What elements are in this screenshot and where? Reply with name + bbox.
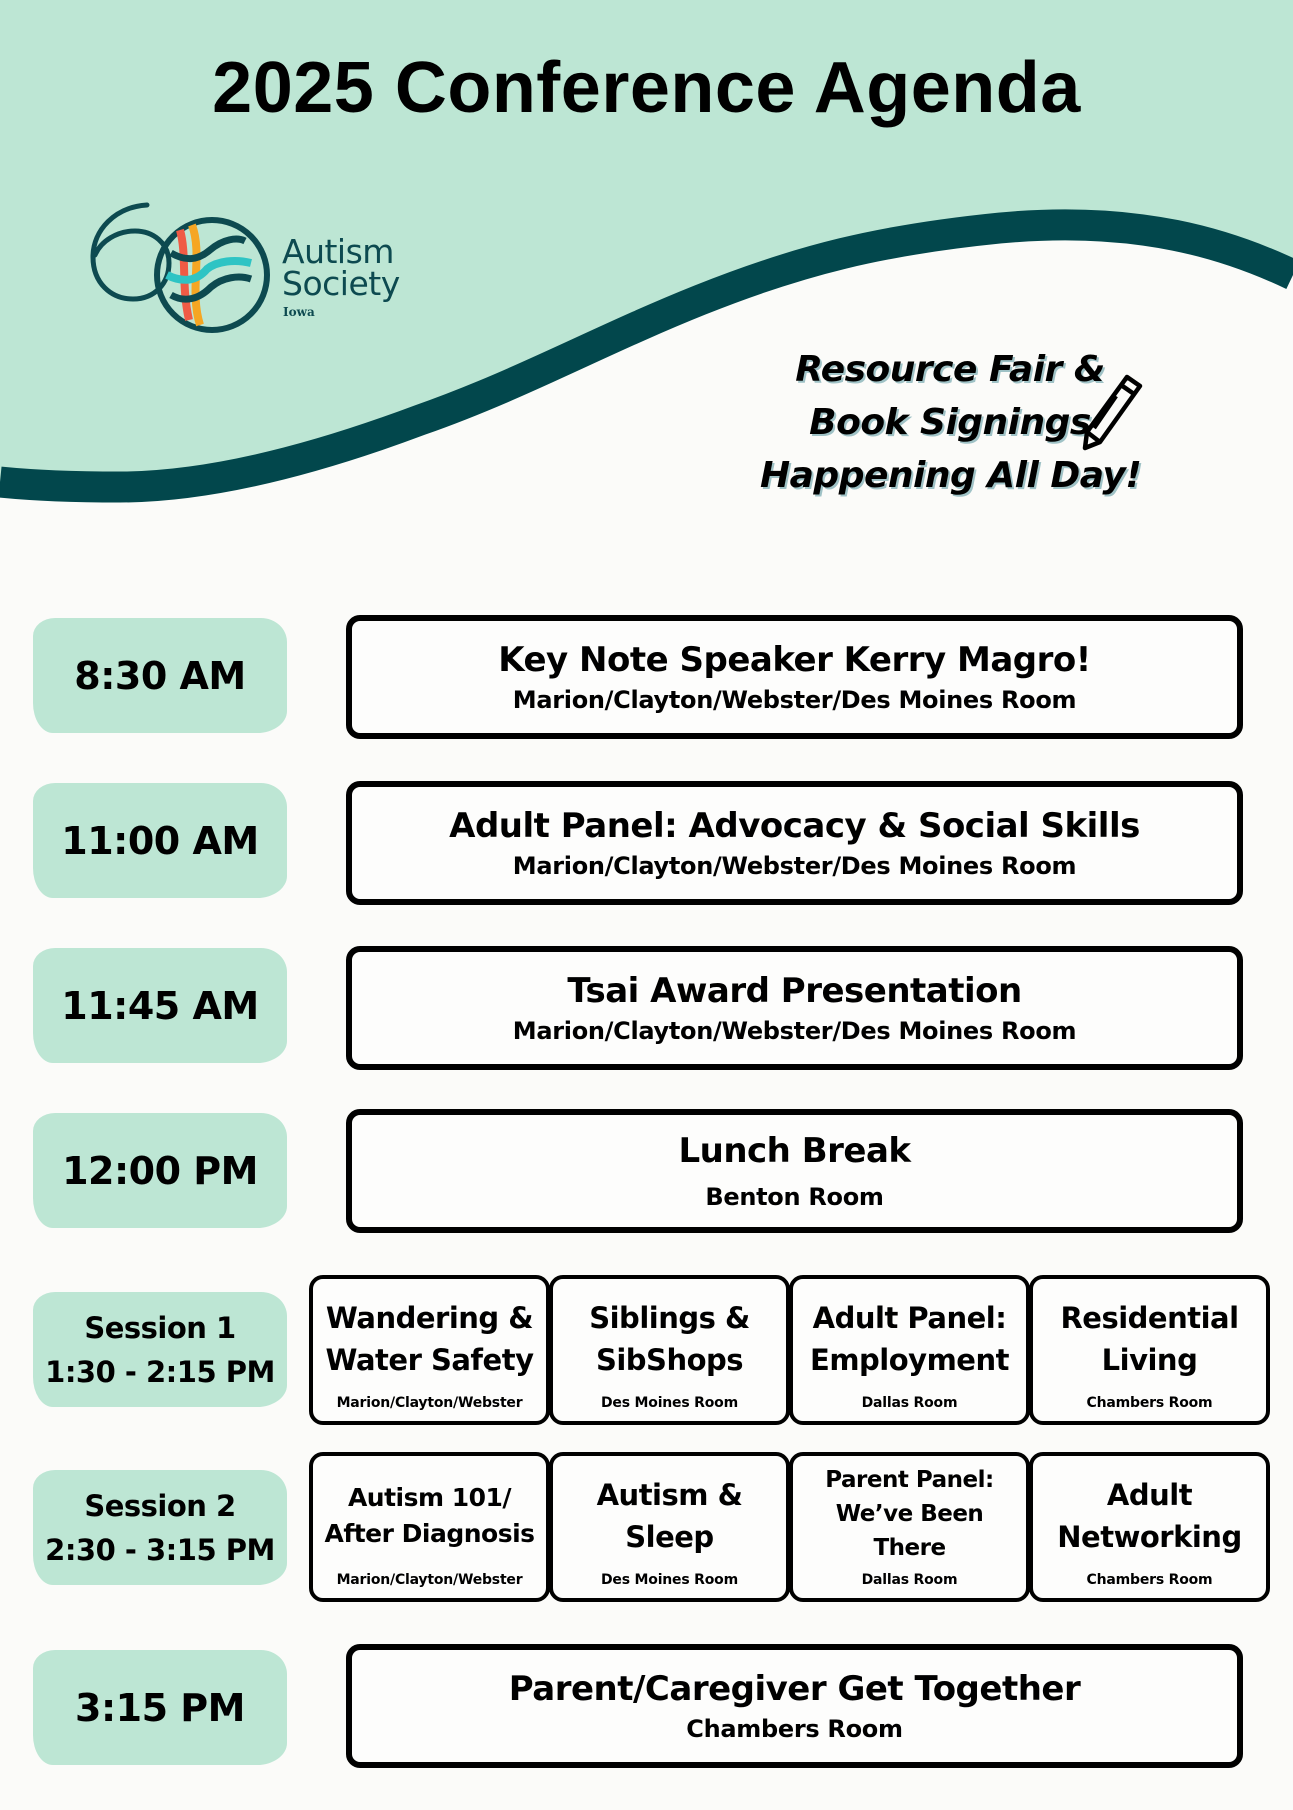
breakout-room: Marion/Clayton/Webster xyxy=(336,1572,523,1588)
woven-ribbons-logo-icon xyxy=(85,195,285,345)
logo-ribbon-coral xyxy=(180,230,189,320)
event-title: Parent/Caregiver Get Together xyxy=(508,1669,1081,1709)
session-time: 1:30 - 2:15 PM xyxy=(45,1354,275,1389)
agenda-event-lunch xyxy=(346,1109,1243,1233)
session-pill xyxy=(33,1470,287,1585)
breakout-title: Adult Panel: Employment xyxy=(810,1301,1009,1377)
session-1-breakouts xyxy=(309,1275,1271,1425)
session-label: Session 1 xyxy=(84,1310,236,1345)
logo-text-autism: Autism xyxy=(282,232,394,271)
time-label: 8:30 AM xyxy=(74,653,246,698)
breakout-room: Des Moines Room xyxy=(601,1572,738,1588)
event-room: Marion/Clayton/Webster/Des Moines Room xyxy=(512,1017,1077,1045)
time-pill xyxy=(33,948,287,1063)
breakout-card xyxy=(549,1275,790,1425)
breakout-title: Autism 101/ After Diagnosis xyxy=(324,1483,535,1548)
agenda-event-keynote xyxy=(346,615,1243,739)
logo-text-society: Society xyxy=(282,264,400,303)
breakout-title: Parent Panel: We’ve Been There xyxy=(825,1467,994,1561)
time-pill xyxy=(33,783,287,898)
breakout-title: Autism & Sleep xyxy=(596,1478,743,1554)
breakout-room: Dallas Room xyxy=(861,1572,958,1588)
time-label: 11:45 AM xyxy=(61,983,259,1028)
breakout-card xyxy=(309,1452,550,1602)
time-label: 12:00 PM xyxy=(62,1148,258,1193)
note-line: Happening All Day! xyxy=(760,455,1142,496)
logo-text-state: Iowa xyxy=(283,305,315,319)
breakout-room: Chambers Room xyxy=(1086,1572,1213,1588)
breakout-room: Chambers Room xyxy=(1086,1395,1213,1411)
breakout-card xyxy=(1029,1452,1270,1602)
page-title: 2025 Conference Agenda xyxy=(212,48,1081,128)
breakout-title: Siblings & SibShops xyxy=(589,1301,750,1377)
agenda-event-parent-caregiver xyxy=(346,1644,1243,1768)
breakout-room: Marion/Clayton/Webster xyxy=(336,1395,523,1411)
event-title: Lunch Break xyxy=(678,1131,911,1171)
breakout-card xyxy=(789,1452,1030,1602)
agenda-event-adult-panel xyxy=(346,781,1243,905)
session-pill xyxy=(33,1292,287,1407)
time-pill xyxy=(33,1650,287,1765)
breakout-card xyxy=(549,1452,790,1602)
breakout-card xyxy=(309,1275,550,1425)
pencil-icon xyxy=(1080,372,1146,452)
breakout-card xyxy=(789,1275,1030,1425)
event-room: Benton Room xyxy=(705,1183,884,1211)
agenda-event-tsai-award xyxy=(346,946,1243,1070)
breakout-title: Wandering & Water Safety xyxy=(325,1301,534,1377)
time-label: 11:00 AM xyxy=(61,818,259,863)
event-title: Tsai Award Presentation xyxy=(567,971,1022,1011)
time-pill xyxy=(33,1113,287,1228)
breakout-room: Des Moines Room xyxy=(601,1395,738,1411)
session-time: 2:30 - 3:15 PM xyxy=(45,1532,275,1567)
event-room: Marion/Clayton/Webster/Des Moines Room xyxy=(512,852,1077,880)
event-title: Adult Panel: Advocacy & Social Skills xyxy=(449,806,1140,846)
session-2-breakouts xyxy=(309,1452,1271,1602)
time-pill xyxy=(33,618,287,733)
note-line: Resource Fair & xyxy=(795,349,1105,390)
breakout-room: Dallas Room xyxy=(861,1395,958,1411)
session-label: Session 2 xyxy=(84,1488,236,1523)
note-line: Book Signings xyxy=(809,402,1091,443)
event-room: Chambers Room xyxy=(686,1715,903,1743)
event-title: Key Note Speaker Kerry Magro! xyxy=(498,640,1091,680)
breakout-title: Adult Networking xyxy=(1057,1478,1242,1554)
breakout-title: Residential Living xyxy=(1060,1301,1239,1377)
time-label: 3:15 PM xyxy=(75,1685,245,1730)
event-room: Marion/Clayton/Webster/Des Moines Room xyxy=(512,686,1077,714)
breakout-card xyxy=(1029,1275,1270,1425)
autism-society-iowa-logo xyxy=(85,195,425,345)
